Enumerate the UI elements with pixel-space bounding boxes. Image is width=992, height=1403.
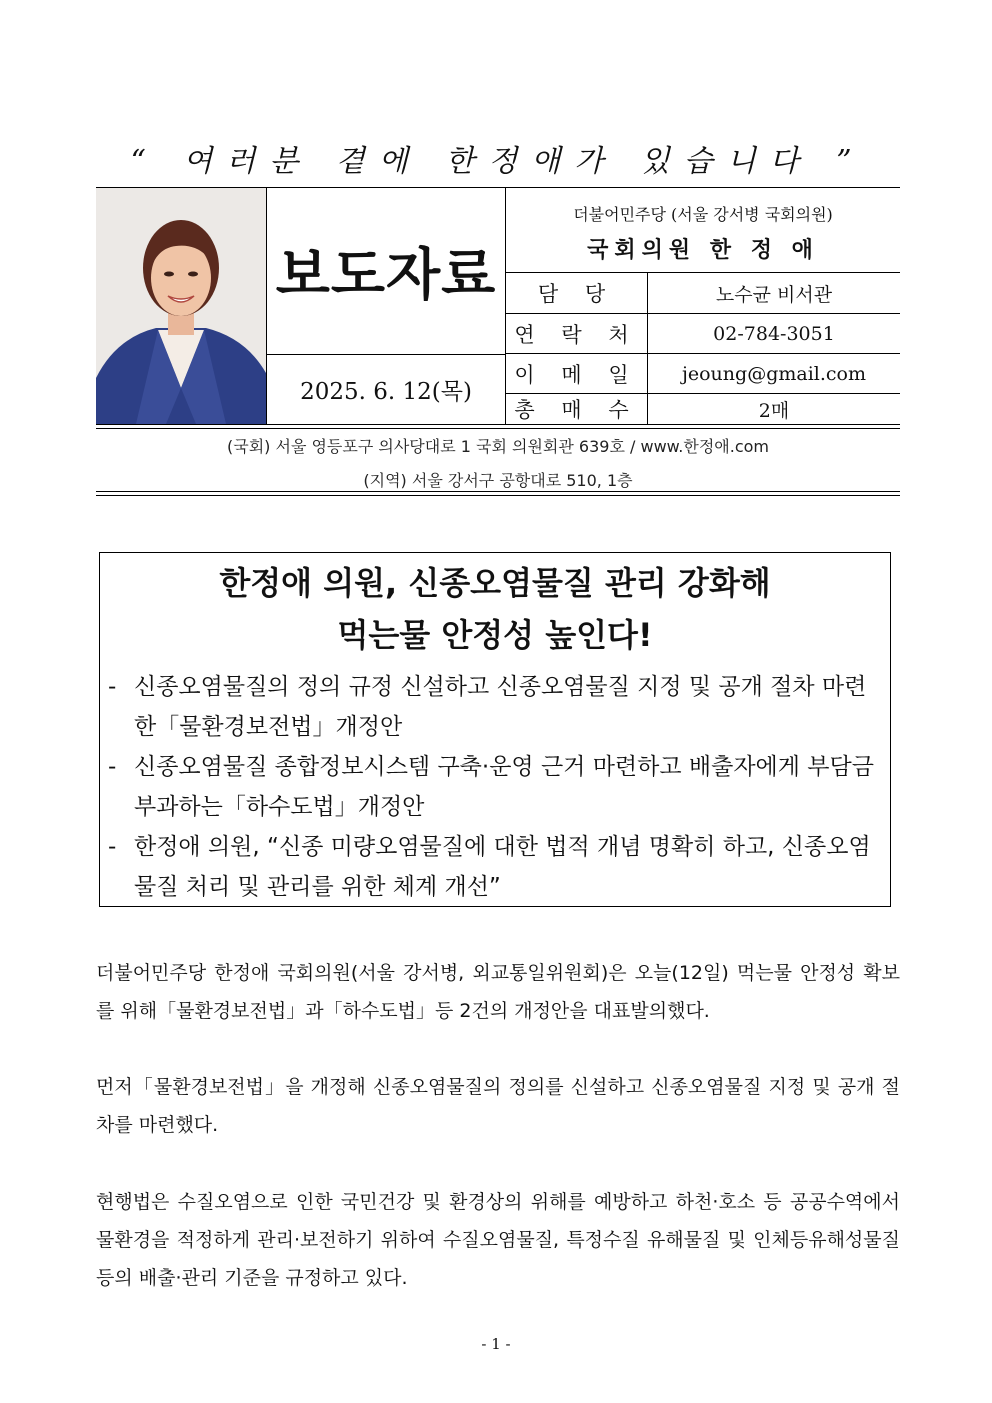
contact-value: 노수균 비서관 bbox=[715, 283, 833, 306]
contact-value: 02-784-3051 bbox=[713, 322, 835, 345]
address-local: (지역) 서울 강서구 공항대로 510, 1층 bbox=[363, 471, 633, 490]
portrait-photo bbox=[96, 188, 267, 424]
slogan: “ 여러분 곁에 한정애가 있습니다 ” bbox=[130, 144, 866, 179]
contact-value: 2매 bbox=[758, 399, 790, 422]
bullet-dash: - bbox=[108, 674, 117, 700]
party-line: 더불어민주당 (서울 강서병 국회의원) bbox=[573, 205, 833, 224]
header-rule bbox=[96, 428, 900, 429]
contact-key: 총 매 수 bbox=[506, 394, 648, 424]
office-info bbox=[506, 188, 900, 273]
contact-key: 담 당 bbox=[506, 273, 648, 313]
portrait-image bbox=[96, 188, 266, 424]
bullet-dash: - bbox=[108, 754, 117, 780]
member-name: 국회의원 한 정 애 bbox=[587, 237, 819, 263]
list-item bbox=[100, 827, 890, 907]
bullet-text: 한정애 의원, “신종 미량오염물질에 대한 법적 개념 명확히 하고, 신종오염물질 처리 및 관리를 위한 체계 개선” bbox=[134, 834, 871, 900]
body-paragraph: 현행법은 수질오염으로 인한 국민건강 및 환경상의 위해를 예방하고 하천·호소 등 공공수역에서 물환경을 적정하게 관리·보전하기 위하여 수질오염물질, 특정수질 유해물질 및 인체등유해성물질 등의 배출·관리 기준을 규정하고 있다. bbox=[96, 1191, 900, 1289]
contact-value: jeoung@gmail.com bbox=[681, 362, 866, 385]
headline-title bbox=[100, 557, 890, 661]
document-type-title: 보도자료 bbox=[267, 188, 506, 355]
body-paragraph: 먼저「물환경보전법」을 개정해 신종오염물질의 정의를 신설하고 신종오염물질 지정 및 공개 절차를 마련했다. bbox=[96, 1076, 900, 1136]
header-rule bbox=[96, 424, 900, 425]
contact-row-phone bbox=[506, 314, 900, 354]
address-rule bbox=[96, 491, 900, 492]
headline-bullets bbox=[100, 667, 890, 907]
address-rule bbox=[96, 495, 900, 496]
contact-row-email bbox=[506, 354, 900, 394]
bullet-dash: - bbox=[108, 834, 117, 860]
headline-box bbox=[99, 552, 891, 907]
contact-key: 연 락 처 bbox=[506, 314, 648, 353]
contact-row-manager bbox=[506, 273, 900, 314]
headline-line: 한정애 의원, 신종오염물질 관리 강화해 bbox=[219, 564, 771, 602]
body-paragraph: 더불어민주당 한정애 국회의원(서울 강서병, 외교통일위원회)은 오늘(12일) 먹는물 안정성 확보를 위해「물환경보전법」과「하수도법」등 2건의 개정안을 대표발의했다. bbox=[96, 962, 900, 1022]
list-item bbox=[100, 667, 890, 747]
page-number: - 1 - bbox=[481, 1335, 511, 1353]
press-release-header bbox=[96, 187, 900, 428]
list-item bbox=[100, 747, 890, 827]
bullet-text: 신종오염물질의 정의 규정 신설하고 신종오염물질 지정 및 공개 절차 마련한「물환경보전법」개정안 bbox=[134, 674, 867, 740]
release-date: 2025. 6. 12(목) bbox=[267, 355, 506, 424]
address-national: (국회) 서울 영등포구 의사당대로 1 국회 의원회관 639호 / www.한정애.com bbox=[227, 437, 769, 456]
bullet-text: 신종오염물질 종합정보시스템 구축·운영 근거 마련하고 배출자에게 부담금 부과하는「하수도법」개정안 bbox=[134, 754, 874, 820]
contact-key: 이 메 일 bbox=[506, 354, 648, 393]
headline-line: 먹는물 안정성 높인다! bbox=[337, 616, 653, 654]
contact-row-pages bbox=[506, 394, 900, 424]
